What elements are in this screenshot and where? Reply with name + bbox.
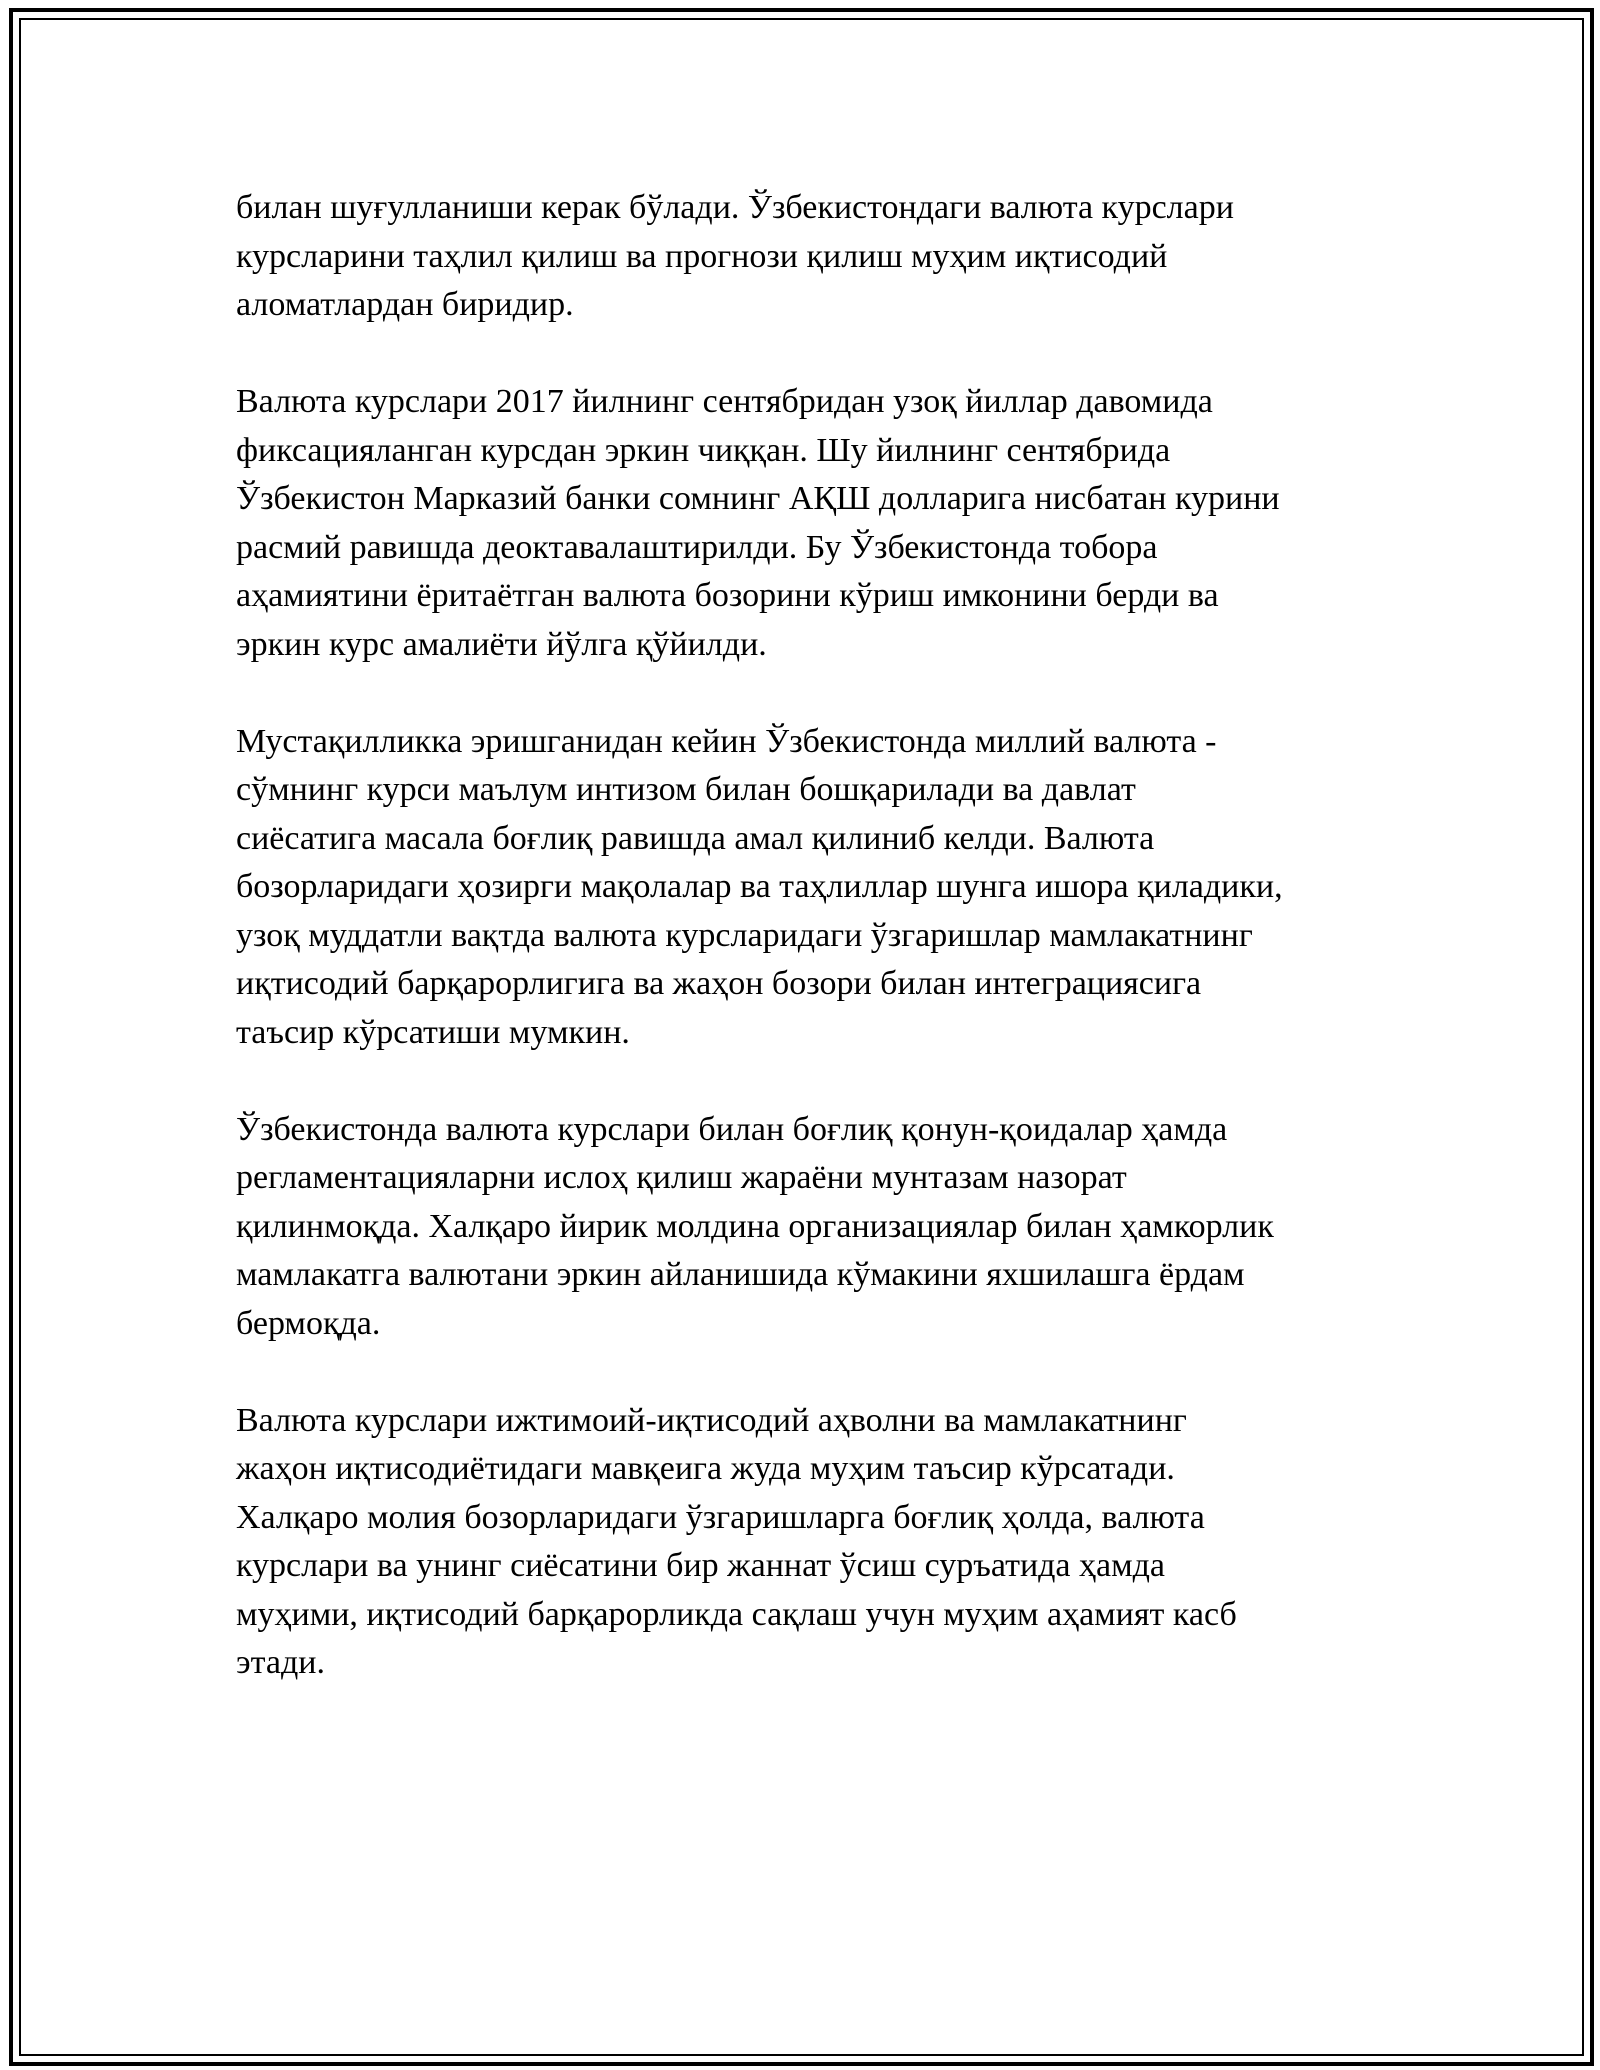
text-line: фиксацияланган курсдан эркин чиққан. Шу йилнинг сентябрида [236, 431, 1171, 469]
paragraph-3 [236, 718, 1376, 1058]
text-line: қилинмоқда. Халқаро йирик молдина организациялар билан ҳамкорлик [236, 1207, 1274, 1245]
text-line: бозорларидаги ҳозирги мақолалар ва таҳлиллар шунга ишора қиладики, [236, 868, 1283, 905]
paragraph-2 [236, 378, 1376, 669]
text-line: Валюта курслари 2017 йилнинг сентябридан узоқ йиллар давомида [236, 383, 1213, 420]
text-line: сўмнинг курси маълум интизом билан бошқарилади ва давлат [236, 771, 1136, 808]
paragraph-5 [236, 1397, 1376, 1688]
text-line: аҳамиятини ёритаётган валюта бозорини кўриш имконини берди ва [236, 577, 1219, 614]
text-line: бермоқда. [236, 1304, 381, 1342]
paragraph-4 [236, 1106, 1376, 1349]
text-line: узоқ муддатли вақтда валюта курсларидаги ўзгаришлар мамлакатнинг [236, 916, 1253, 954]
text-line: расмий равишда деоктавалаштирилди. Бу Ўзбекистонда тобора [236, 528, 1158, 566]
text-line: Валюта курслари ижтимоий-иқтисодий аҳволни ва мамлакатнинг [236, 1401, 1187, 1439]
text-line: жаҳон иқтисодиётидаги мавқеига жуда муҳим таъсир кўрсатади. [236, 1450, 1175, 1487]
text-line: аломатлардан биридир. [236, 286, 574, 323]
paragraph-1 [236, 184, 1376, 330]
text-line: иқтисодий барқарорлигига ва жаҳон бозори билан интеграциясига [236, 965, 1202, 1002]
text-line: Ўзбекистон Марказий банки сомнинг АҚШ долларига нисбатан курини [236, 480, 1280, 517]
text-line: Ўзбекистонда валюта курслари билан боғлиқ қонун-қоидалар ҳамда [236, 1110, 1228, 1148]
text-line: таъсир кўрсатиши мумкин. [236, 1013, 630, 1051]
text-line: билан шуғулланиши керак бўлади. Ўзбекистондаги валюта курслари [236, 189, 1234, 226]
text-line: эркин курс амалиёти йўлга қўйилди. [236, 625, 767, 663]
text-line: этади. [236, 1644, 325, 1681]
text-line: мамлакатга валютани эркин айланишида кўмакини яхшилашга ёрдам [236, 1256, 1245, 1293]
text-line: Халқаро молия бозорларидаги ўзгаришларга боғлиқ ҳолда, валюта [236, 1498, 1205, 1536]
text-line: курслари ва унинг сиёсатини бир жаннат ўсиш суръатида ҳамда [236, 1547, 1166, 1584]
text-line: регламентацияларни ислоҳ қилиш жараёни мунтазам назорат [236, 1159, 1127, 1196]
text-line: Мустақилликка эришганидан кейин Ўзбекистонда миллий валюта - [236, 722, 1217, 760]
text-line: курсларини таҳлил қилиш ва прогнози қилиш муҳим иқтисодий [236, 237, 1168, 275]
text-line: муҳими, иқтисодий барқарорликда сақлаш учун муҳим аҳамият касб [236, 1595, 1237, 1633]
document-body [236, 184, 1376, 1736]
text-line: сиёсатига масала боғлиқ равишда амал қилиниб келди. Валюта [236, 819, 1155, 857]
